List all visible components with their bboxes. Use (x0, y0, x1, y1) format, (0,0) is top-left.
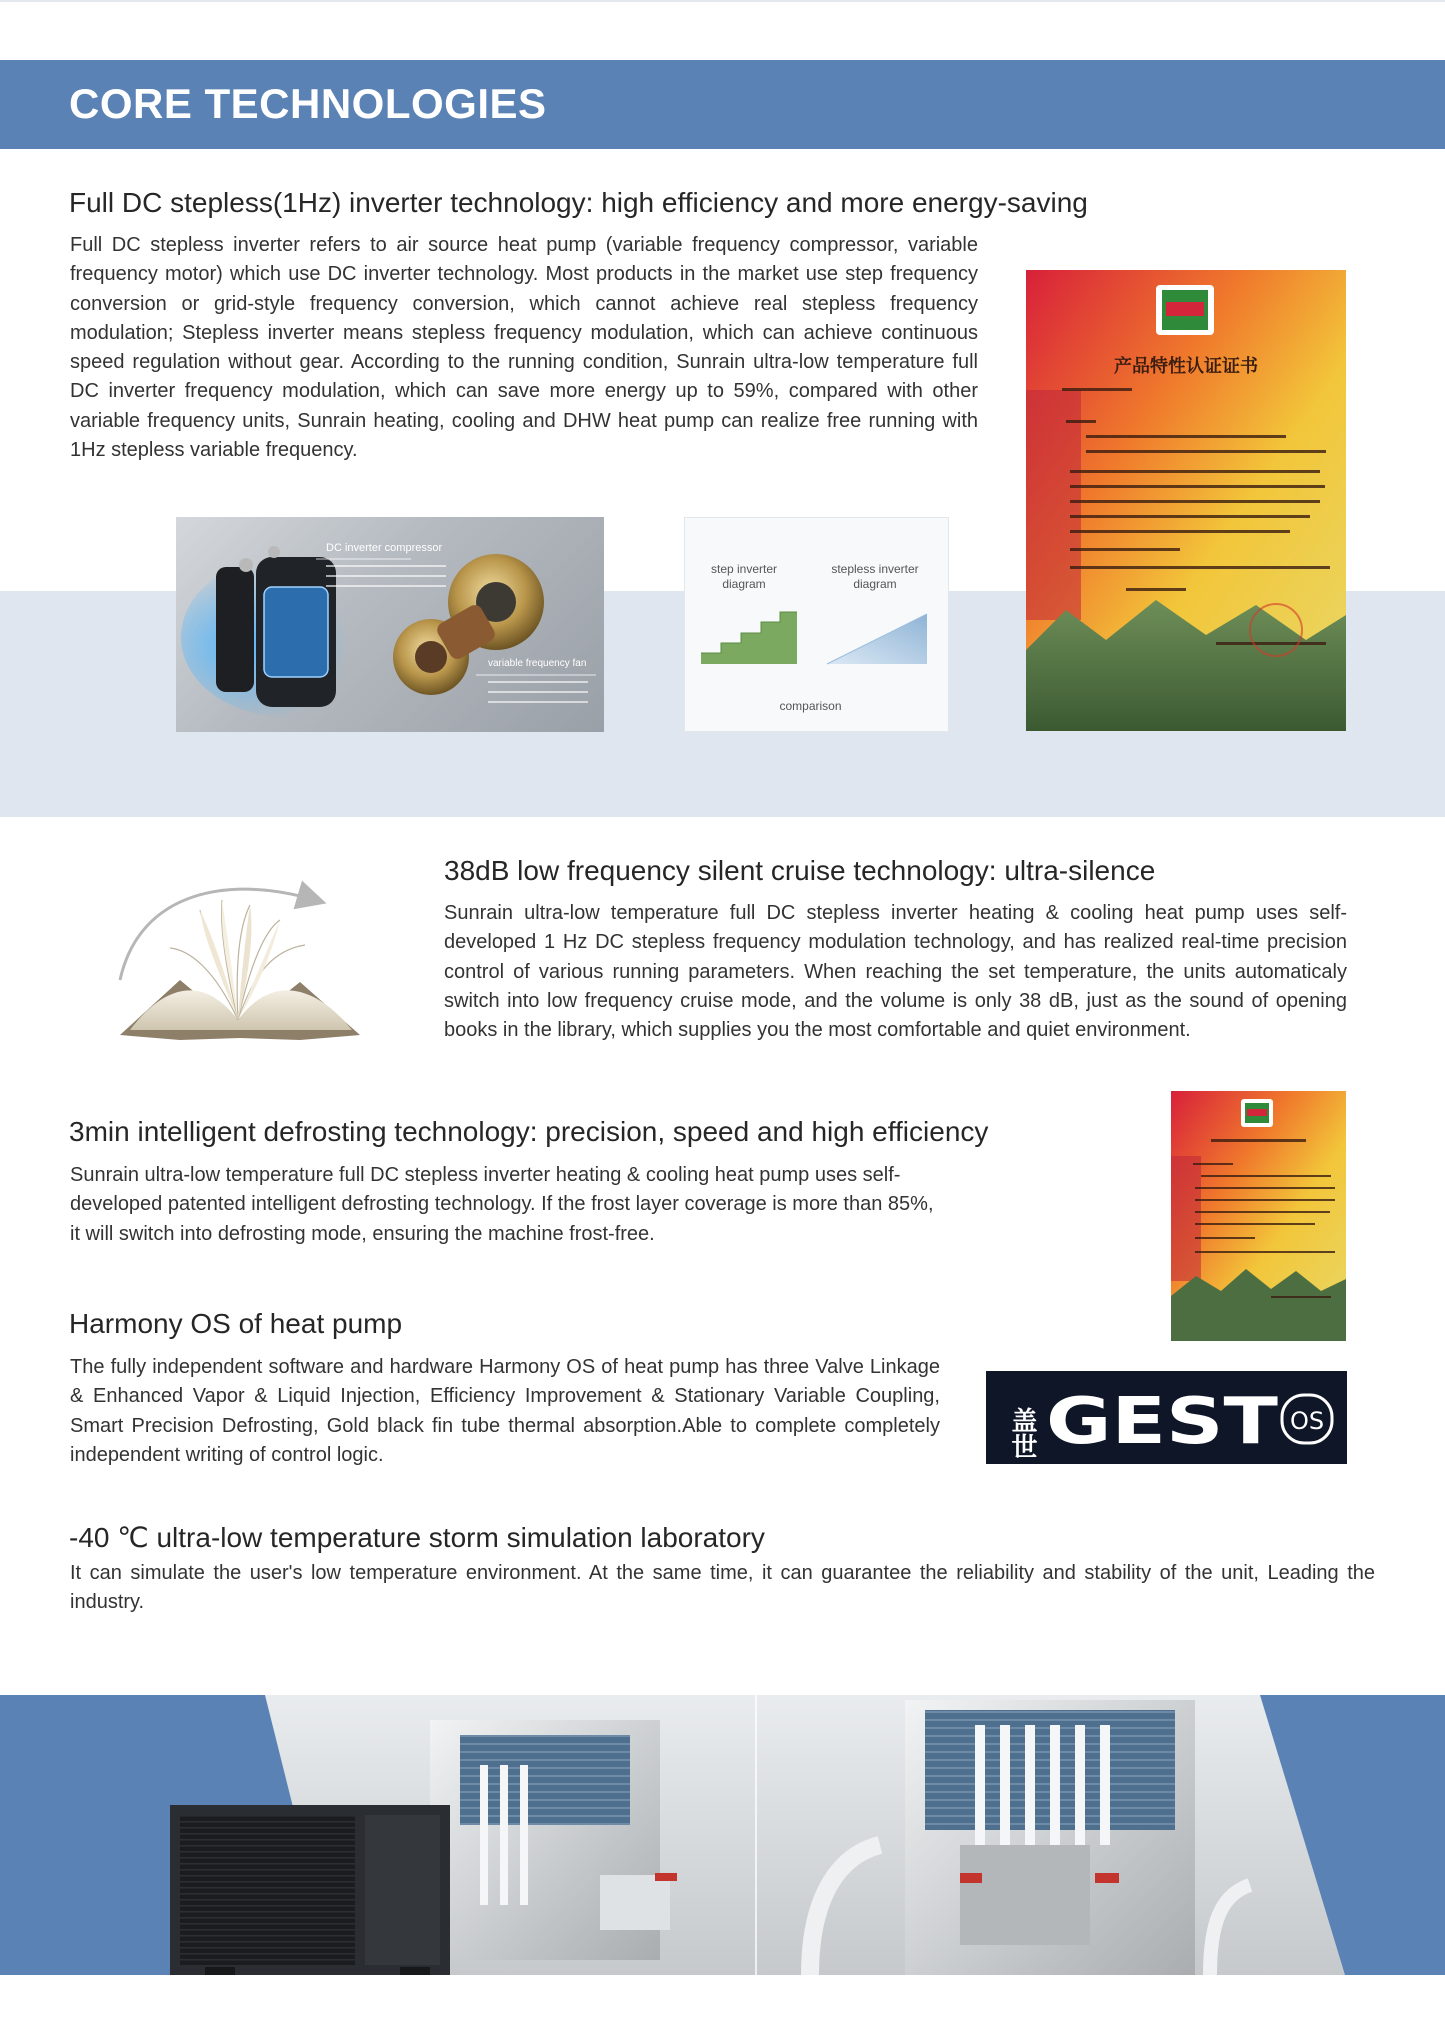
fan-caption: variable frequency fan (488, 658, 587, 669)
compressor-fan-image (176, 517, 604, 732)
section-text-silent: Sunrain ultra-low temperature full DC stepless inverter heating & cooling heat pump uses self-developed 1 Hz DC stepless frequency modulation technology, and has realized real-time precision control of various running parameters. When reaching the set temperature, the units automaticaly switch into low frequency cruise mode, and the volume is only 38 dB, just as the sound of opening books in the library, which supplies you the most comfortable and quiet environment. (444, 902, 1347, 1042)
laboratory-photo-band (0, 1695, 1445, 1975)
compressor-caption: DC inverter compressor (326, 542, 443, 554)
section-heading-inverter: Full DC stepless(1Hz) inverter technology: high efficiency and more energy-saving (69, 187, 1088, 218)
step-inverter-label: step inverter diagram (710, 562, 778, 591)
certificate-title: 产品特性认证证书 (1114, 356, 1258, 377)
section-heading-defrosting: 3min intelligent defrosting technology: precision, speed and high efficiency (69, 1116, 989, 1147)
gest-os-logo (986, 1371, 1347, 1464)
certificate-small-image (1171, 1091, 1346, 1341)
section-text-laboratory: It can simulate the user's low temperature environment. At the same time, it can guarantee the reliability and stability of the unit, Leading the industry. (70, 1562, 1375, 1614)
stepless-inverter-label: stepless inverter diagram (831, 562, 919, 591)
section-text-harmony-os: The fully independent software and hardware Harmony OS of heat pump has three Valve Linkage & Enhanced Vapor & Liquid Injection, Efficiency Improvement & Stationary Variable Coupling, Smart Precision Defrosting, Gold black fin tube thermal absorption.Able to complete completely independent writing of control logic. (70, 1356, 940, 1466)
section-text-defrosting: Sunrain ultra-low temperature full DC stepless inverter heating & cooling heat pump uses self-developed patented intelligent defrosting technology. If the frost layer coverage is more than 85%, it will switch into defrosting mode, ensuring the machine frost-free. (70, 1164, 934, 1245)
gest-logo-text: GEST (1046, 1385, 1279, 1459)
open-book-image (110, 870, 370, 1045)
gest-logo-badge: OS (1289, 1407, 1325, 1435)
section-heading-silent: 38dB low frequency silent cruise technology: ultra-silence (444, 855, 1156, 886)
inverter-diagram-card (684, 517, 949, 732)
top-rule (0, 0, 1445, 2)
gest-logo-cn: 盖世 (1007, 1407, 1037, 1459)
page-title: CORE TECHNOLOGIES (69, 80, 547, 127)
section-heading-laboratory: -40 ℃ ultra-low temperature storm simulation laboratory (69, 1522, 765, 1553)
comparison-label: comparison (779, 699, 842, 713)
section-text-inverter: Full DC stepless inverter refers to air source heat pump (variable frequency compressor, variable frequency motor) which use DC inverter technology. Most products in the market use step frequency conversion or grid-style frequency conversion, which cannot achieve real stepless frequency modulation; Stepless inverter means stepless frequency modulation, which can achieve continuous speed regulation without gear. According to the running condition, Sunrain ultra-low temperature full DC inverter frequency modulation, which can save more energy up to 59%, compared with other variable frequency units, Sunrain heating, cooling and DHW heat pump can realize free running with 1Hz stepless variable frequency. (70, 234, 978, 462)
section-heading-harmony-os: Harmony OS of heat pump (69, 1308, 403, 1339)
certificate-image (1026, 270, 1346, 731)
